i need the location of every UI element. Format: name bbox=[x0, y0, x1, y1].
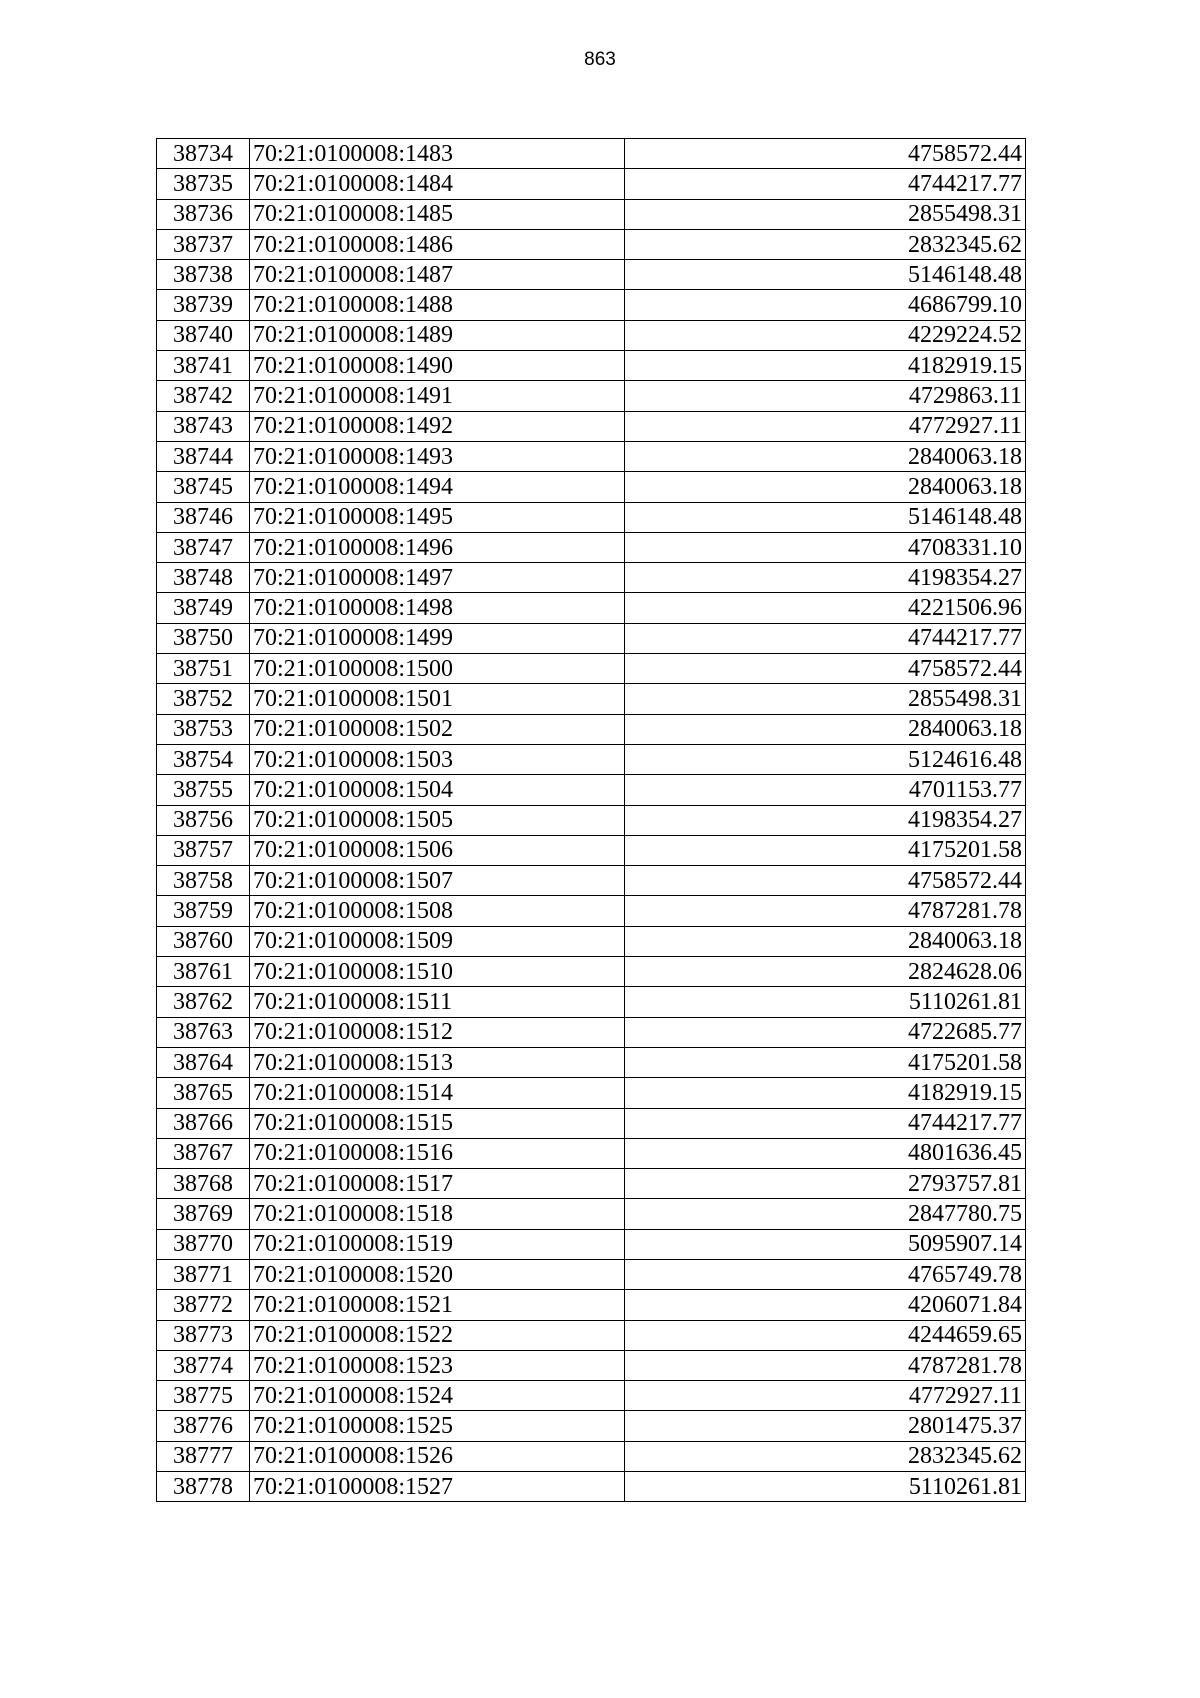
cadastral-number-cell: 70:21:0100008:1494 bbox=[250, 472, 625, 502]
row-number-cell: 38772 bbox=[157, 1290, 250, 1320]
row-number-cell: 38739 bbox=[157, 290, 250, 320]
table-row bbox=[157, 1047, 1026, 1077]
table-row bbox=[157, 714, 1026, 744]
row-number-cell: 38777 bbox=[157, 1441, 250, 1471]
cadastral-value-cell: 4182919.15 bbox=[625, 1078, 1026, 1108]
row-number-cell: 38770 bbox=[157, 1229, 250, 1259]
row-number-cell: 38744 bbox=[157, 441, 250, 471]
row-number-cell: 38737 bbox=[157, 229, 250, 259]
cadastral-number-cell: 70:21:0100008:1506 bbox=[250, 835, 625, 865]
row-number-cell: 38762 bbox=[157, 987, 250, 1017]
table-row bbox=[157, 1472, 1026, 1502]
cadastral-number-cell: 70:21:0100008:1525 bbox=[250, 1411, 625, 1441]
cadastral-value-cell: 2832345.62 bbox=[625, 1441, 1026, 1471]
cadastral-number-cell: 70:21:0100008:1503 bbox=[250, 744, 625, 774]
cadastral-value-cell: 5146148.48 bbox=[625, 260, 1026, 290]
table-row bbox=[157, 260, 1026, 290]
cadastral-number-cell: 70:21:0100008:1516 bbox=[250, 1138, 625, 1168]
cadastral-value-cell: 2840063.18 bbox=[625, 441, 1026, 471]
cadastral-value-cell: 4744217.77 bbox=[625, 623, 1026, 653]
cadastral-number-cell: 70:21:0100008:1504 bbox=[250, 775, 625, 805]
cadastral-number-cell: 70:21:0100008:1513 bbox=[250, 1047, 625, 1077]
table-row bbox=[157, 441, 1026, 471]
row-number-cell: 38738 bbox=[157, 260, 250, 290]
table-row bbox=[157, 835, 1026, 865]
row-number-cell: 38768 bbox=[157, 1169, 250, 1199]
cadastral-value-cell: 5124616.48 bbox=[625, 744, 1026, 774]
row-number-cell: 38740 bbox=[157, 320, 250, 350]
cadastral-value-cell: 4787281.78 bbox=[625, 896, 1026, 926]
cadastral-value-cell: 4722685.77 bbox=[625, 1017, 1026, 1047]
table-row bbox=[157, 1229, 1026, 1259]
cadastral-number-cell: 70:21:0100008:1527 bbox=[250, 1472, 625, 1502]
cadastral-number-cell: 70:21:0100008:1524 bbox=[250, 1381, 625, 1411]
cadastral-number-cell: 70:21:0100008:1508 bbox=[250, 896, 625, 926]
table-row bbox=[157, 199, 1026, 229]
cadastral-number-cell: 70:21:0100008:1497 bbox=[250, 563, 625, 593]
row-number-cell: 38764 bbox=[157, 1047, 250, 1077]
table-row bbox=[157, 896, 1026, 926]
table-row bbox=[157, 1259, 1026, 1289]
row-number-cell: 38743 bbox=[157, 411, 250, 441]
table-row bbox=[157, 744, 1026, 774]
row-number-cell: 38749 bbox=[157, 593, 250, 623]
cadastral-value-cell: 2855498.31 bbox=[625, 684, 1026, 714]
cadastral-number-cell: 70:21:0100008:1511 bbox=[250, 987, 625, 1017]
row-number-cell: 38763 bbox=[157, 1017, 250, 1047]
cadastral-number-cell: 70:21:0100008:1514 bbox=[250, 1078, 625, 1108]
row-number-cell: 38747 bbox=[157, 532, 250, 562]
cadastral-value-cell: 4758572.44 bbox=[625, 139, 1026, 169]
table-row bbox=[157, 532, 1026, 562]
cadastral-value-cell: 4221506.96 bbox=[625, 593, 1026, 623]
row-number-cell: 38748 bbox=[157, 563, 250, 593]
cadastral-number-cell: 70:21:0100008:1518 bbox=[250, 1199, 625, 1229]
row-number-cell: 38758 bbox=[157, 866, 250, 896]
cadastral-value-cell: 4198354.27 bbox=[625, 563, 1026, 593]
cadastral-value-cell: 2801475.37 bbox=[625, 1411, 1026, 1441]
cadastral-number-cell: 70:21:0100008:1496 bbox=[250, 532, 625, 562]
table-row bbox=[157, 623, 1026, 653]
cadastral-value-cell: 2793757.81 bbox=[625, 1169, 1026, 1199]
cadastral-number-cell: 70:21:0100008:1502 bbox=[250, 714, 625, 744]
row-number-cell: 38776 bbox=[157, 1411, 250, 1441]
cadastral-number-cell: 70:21:0100008:1491 bbox=[250, 381, 625, 411]
table-row bbox=[157, 987, 1026, 1017]
cadastral-value-cell: 2847780.75 bbox=[625, 1199, 1026, 1229]
table-row bbox=[157, 1138, 1026, 1168]
row-number-cell: 38750 bbox=[157, 623, 250, 653]
row-number-cell: 38757 bbox=[157, 835, 250, 865]
cadastral-value-cell: 2832345.62 bbox=[625, 229, 1026, 259]
page-number: 863 bbox=[584, 49, 616, 70]
row-number-cell: 38760 bbox=[157, 926, 250, 956]
table-row bbox=[157, 229, 1026, 259]
table-row bbox=[157, 775, 1026, 805]
cadastral-value-cell: 4175201.58 bbox=[625, 835, 1026, 865]
cadastral-number-cell: 70:21:0100008:1488 bbox=[250, 290, 625, 320]
row-number-cell: 38766 bbox=[157, 1108, 250, 1138]
table-row bbox=[157, 502, 1026, 532]
cadastral-number-cell: 70:21:0100008:1483 bbox=[250, 139, 625, 169]
cadastral-value-cell: 4772927.11 bbox=[625, 411, 1026, 441]
cadastral-number-cell: 70:21:0100008:1517 bbox=[250, 1169, 625, 1199]
table-row bbox=[157, 1320, 1026, 1350]
row-number-cell: 38759 bbox=[157, 896, 250, 926]
cadastral-value-cell: 4229224.52 bbox=[625, 320, 1026, 350]
cadastral-number-cell: 70:21:0100008:1484 bbox=[250, 169, 625, 199]
cadastral-number-cell: 70:21:0100008:1490 bbox=[250, 351, 625, 381]
table-row bbox=[157, 1078, 1026, 1108]
table-row bbox=[157, 1441, 1026, 1471]
cadastral-number-cell: 70:21:0100008:1487 bbox=[250, 260, 625, 290]
cadastral-number-cell: 70:21:0100008:1526 bbox=[250, 1441, 625, 1471]
cadastral-number-cell: 70:21:0100008:1501 bbox=[250, 684, 625, 714]
table-row bbox=[157, 472, 1026, 502]
cadastral-number-cell: 70:21:0100008:1492 bbox=[250, 411, 625, 441]
cadastral-number-cell: 70:21:0100008:1519 bbox=[250, 1229, 625, 1259]
cadastral-value-cell: 5095907.14 bbox=[625, 1229, 1026, 1259]
row-number-cell: 38773 bbox=[157, 1320, 250, 1350]
cadastral-value-cell: 4744217.77 bbox=[625, 169, 1026, 199]
row-number-cell: 38734 bbox=[157, 139, 250, 169]
cadastral-number-cell: 70:21:0100008:1520 bbox=[250, 1259, 625, 1289]
row-number-cell: 38751 bbox=[157, 654, 250, 684]
table-row bbox=[157, 169, 1026, 199]
cadastral-value-cell: 5146148.48 bbox=[625, 502, 1026, 532]
row-number-cell: 38754 bbox=[157, 744, 250, 774]
row-number-cell: 38771 bbox=[157, 1259, 250, 1289]
cadastral-number-cell: 70:21:0100008:1507 bbox=[250, 866, 625, 896]
cadastral-value-cell: 2824628.06 bbox=[625, 957, 1026, 987]
cadastral-value-cell: 2840063.18 bbox=[625, 472, 1026, 502]
row-number-cell: 38755 bbox=[157, 775, 250, 805]
table-body bbox=[157, 139, 1026, 1502]
cadastral-value-cell: 4244659.65 bbox=[625, 1320, 1026, 1350]
table-row bbox=[157, 684, 1026, 714]
cadastral-value-cell: 4787281.78 bbox=[625, 1350, 1026, 1380]
cadastral-number-cell: 70:21:0100008:1512 bbox=[250, 1017, 625, 1047]
table-row bbox=[157, 1199, 1026, 1229]
cadastral-value-cell: 2840063.18 bbox=[625, 714, 1026, 744]
row-number-cell: 38752 bbox=[157, 684, 250, 714]
cadastral-value-cell: 4182919.15 bbox=[625, 351, 1026, 381]
table-row bbox=[157, 957, 1026, 987]
cadastral-value-cell: 4801636.45 bbox=[625, 1138, 1026, 1168]
cadastral-number-cell: 70:21:0100008:1522 bbox=[250, 1320, 625, 1350]
cadastral-value-table bbox=[156, 138, 1026, 1502]
cadastral-value-cell: 4758572.44 bbox=[625, 654, 1026, 684]
table-row bbox=[157, 1290, 1026, 1320]
row-number-cell: 38769 bbox=[157, 1199, 250, 1229]
table-row bbox=[157, 1108, 1026, 1138]
row-number-cell: 38778 bbox=[157, 1472, 250, 1502]
cadastral-number-cell: 70:21:0100008:1500 bbox=[250, 654, 625, 684]
row-number-cell: 38767 bbox=[157, 1138, 250, 1168]
cadastral-value-cell: 4175201.58 bbox=[625, 1047, 1026, 1077]
row-number-cell: 38746 bbox=[157, 502, 250, 532]
table-row bbox=[157, 1411, 1026, 1441]
row-number-cell: 38745 bbox=[157, 472, 250, 502]
cadastral-number-cell: 70:21:0100008:1510 bbox=[250, 957, 625, 987]
cadastral-number-cell: 70:21:0100008:1489 bbox=[250, 320, 625, 350]
table-row bbox=[157, 926, 1026, 956]
row-number-cell: 38775 bbox=[157, 1381, 250, 1411]
cadastral-value-cell: 4744217.77 bbox=[625, 1108, 1026, 1138]
table-row bbox=[157, 411, 1026, 441]
cadastral-value-cell: 4772927.11 bbox=[625, 1381, 1026, 1411]
cadastral-value-cell: 5110261.81 bbox=[625, 1472, 1026, 1502]
cadastral-value-cell: 4206071.84 bbox=[625, 1290, 1026, 1320]
cadastral-value-cell: 4765749.78 bbox=[625, 1259, 1026, 1289]
cadastral-value-cell: 4729863.11 bbox=[625, 381, 1026, 411]
cadastral-number-cell: 70:21:0100008:1495 bbox=[250, 502, 625, 532]
row-number-cell: 38753 bbox=[157, 714, 250, 744]
cadastral-number-cell: 70:21:0100008:1498 bbox=[250, 593, 625, 623]
cadastral-value-cell: 5110261.81 bbox=[625, 987, 1026, 1017]
cadastral-number-cell: 70:21:0100008:1485 bbox=[250, 199, 625, 229]
table-row bbox=[157, 139, 1026, 169]
cadastral-number-cell: 70:21:0100008:1523 bbox=[250, 1350, 625, 1380]
row-number-cell: 38741 bbox=[157, 351, 250, 381]
cadastral-number-cell: 70:21:0100008:1509 bbox=[250, 926, 625, 956]
table-row bbox=[157, 563, 1026, 593]
table-row bbox=[157, 805, 1026, 835]
table-row bbox=[157, 320, 1026, 350]
row-number-cell: 38774 bbox=[157, 1350, 250, 1380]
table-row bbox=[157, 1350, 1026, 1380]
cadastral-number-cell: 70:21:0100008:1521 bbox=[250, 1290, 625, 1320]
cadastral-value-cell: 4758572.44 bbox=[625, 866, 1026, 896]
table-row bbox=[157, 1017, 1026, 1047]
cadastral-number-cell: 70:21:0100008:1515 bbox=[250, 1108, 625, 1138]
table-row bbox=[157, 1169, 1026, 1199]
cadastral-value-cell: 4198354.27 bbox=[625, 805, 1026, 835]
table-row bbox=[157, 351, 1026, 381]
row-number-cell: 38742 bbox=[157, 381, 250, 411]
cadastral-number-cell: 70:21:0100008:1499 bbox=[250, 623, 625, 653]
table-row bbox=[157, 1381, 1026, 1411]
row-number-cell: 38736 bbox=[157, 199, 250, 229]
cadastral-value-cell: 4686799.10 bbox=[625, 290, 1026, 320]
row-number-cell: 38765 bbox=[157, 1078, 250, 1108]
table-row bbox=[157, 654, 1026, 684]
table-row bbox=[157, 290, 1026, 320]
row-number-cell: 38735 bbox=[157, 169, 250, 199]
table-row bbox=[157, 381, 1026, 411]
table-row bbox=[157, 593, 1026, 623]
cadastral-value-cell: 2855498.31 bbox=[625, 199, 1026, 229]
cadastral-value-cell: 4708331.10 bbox=[625, 532, 1026, 562]
cadastral-number-cell: 70:21:0100008:1505 bbox=[250, 805, 625, 835]
cadastral-number-cell: 70:21:0100008:1486 bbox=[250, 229, 625, 259]
table-row bbox=[157, 866, 1026, 896]
cadastral-number-cell: 70:21:0100008:1493 bbox=[250, 441, 625, 471]
row-number-cell: 38761 bbox=[157, 957, 250, 987]
row-number-cell: 38756 bbox=[157, 805, 250, 835]
cadastral-value-cell: 4701153.77 bbox=[625, 775, 1026, 805]
cadastral-value-cell: 2840063.18 bbox=[625, 926, 1026, 956]
